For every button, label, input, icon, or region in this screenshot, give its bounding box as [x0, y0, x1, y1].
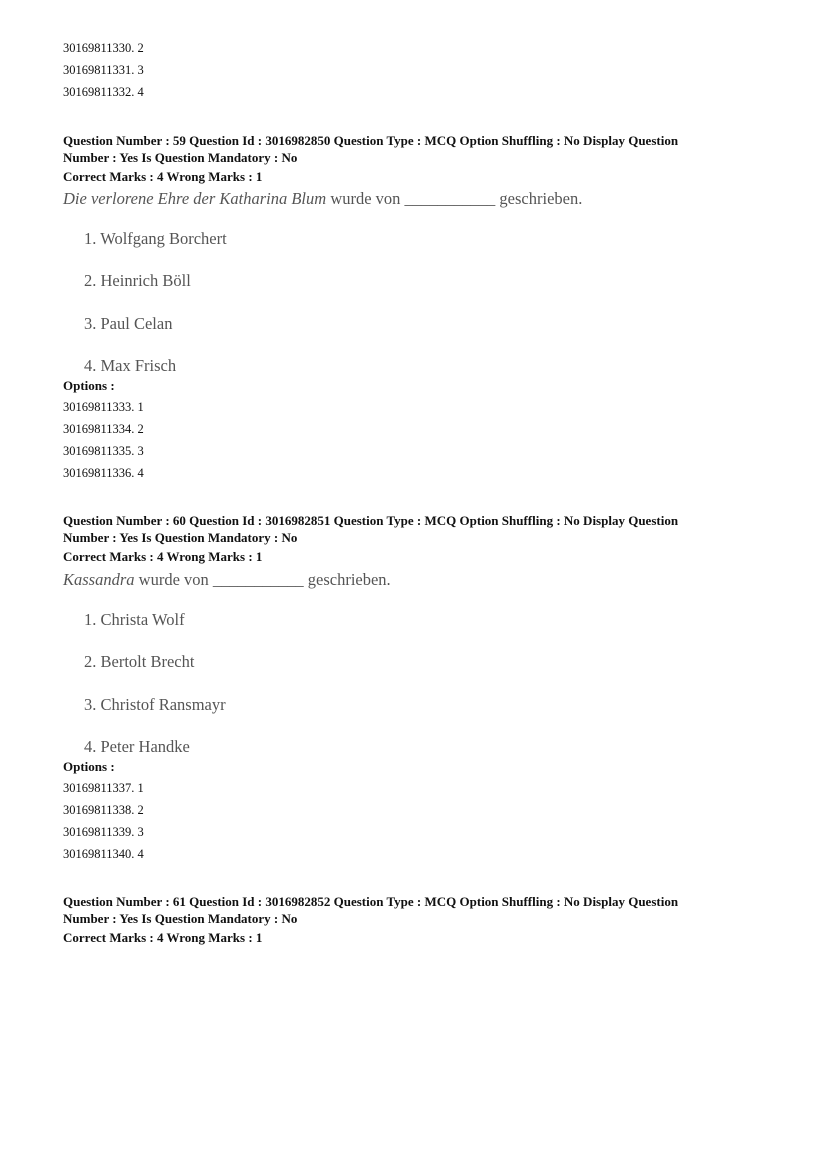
question-header-line: Question Number : 60 Question Id : 3016982851 Question Type : MCQ Option Shuffling : No Display Question	[63, 513, 679, 528]
option-value: 3	[137, 444, 144, 458]
option-id: 30169811332	[63, 85, 132, 99]
option-value: 4	[137, 85, 144, 99]
option-row: 30169811340. 4	[63, 847, 144, 861]
option-value: 2	[137, 422, 144, 436]
question-59-text	[63, 189, 582, 209]
option-id: 30169811331	[63, 63, 132, 77]
choice: 3. Christof Ransmayr	[84, 695, 226, 714]
question-header-line: Question Number : 61 Question Id : 3016982852 Question Type : MCQ Option Shuffling : No Display Question	[63, 894, 679, 909]
question-header-line: Question Number : 59 Question Id : 3016982850 Question Type : MCQ Option Shuffling : No Display Question	[63, 133, 679, 148]
choice: 1. Christa Wolf	[84, 610, 185, 629]
option-id: 30169811336	[63, 466, 132, 480]
option-id: 30169811337	[63, 781, 132, 795]
choice: 1. Wolfgang Borchert	[84, 229, 227, 248]
question-60-text	[63, 570, 391, 590]
choice: 4. Peter Handke	[84, 737, 190, 756]
choice: 2. Heinrich Böll	[84, 271, 191, 290]
option-row: 30169811337. 1	[63, 781, 144, 795]
option-id: 30169811335	[63, 444, 132, 458]
prev-option-2: 30169811331. 3	[63, 63, 144, 77]
question-text-italic: Kassandra	[63, 570, 135, 589]
option-id: 30169811338	[63, 803, 132, 817]
choice: 3. Paul Celan	[84, 314, 173, 333]
option-row: 30169811334. 2	[63, 422, 144, 436]
choice: 4. Max Frisch	[84, 356, 177, 375]
option-row: 30169811333. 1	[63, 400, 144, 414]
question-marks: Correct Marks : 4 Wrong Marks : 1	[63, 549, 263, 564]
question-text-italic: Die verlorene Ehre der Katharina Blum	[63, 189, 327, 208]
option-id: 30169811330	[63, 41, 132, 55]
option-value: 1	[137, 400, 144, 414]
option-id: 30169811339	[63, 825, 132, 839]
option-row: 30169811338. 2	[63, 803, 144, 817]
question-61-header	[63, 894, 763, 947]
question-59-header	[63, 133, 763, 186]
question-header-line: Number : Yes Is Question Mandatory : No	[63, 529, 298, 545]
options-label: Options :	[63, 759, 115, 774]
choice: 2. Bertolt Brecht	[84, 652, 195, 671]
prev-option-1: 30169811330. 2	[63, 41, 144, 55]
option-value: 4	[137, 847, 144, 861]
question-text-rest: wurde von ___________ geschrieben.	[326, 189, 583, 208]
option-value: 2	[137, 41, 144, 55]
question-header-line: Number : Yes Is Question Mandatory : No	[63, 149, 298, 165]
option-row: 30169811336. 4	[63, 466, 144, 480]
question-marks: Correct Marks : 4 Wrong Marks : 1	[63, 169, 263, 184]
option-row: 30169811339. 3	[63, 825, 144, 839]
option-value: 3	[137, 63, 144, 77]
option-value: 2	[137, 803, 144, 817]
option-id: 30169811333	[63, 400, 132, 414]
options-label: Options :	[63, 378, 115, 393]
option-id: 30169811334	[63, 422, 132, 436]
prev-option-3: 30169811332. 4	[63, 85, 144, 99]
option-id: 30169811340	[63, 847, 132, 861]
question-text-rest: wurde von ___________ geschrieben.	[134, 570, 391, 589]
option-value: 3	[137, 825, 144, 839]
option-row: 30169811335. 3	[63, 444, 144, 458]
question-header-line: Number : Yes Is Question Mandatory : No	[63, 910, 298, 926]
option-value: 4	[137, 466, 144, 480]
question-60-header	[63, 513, 763, 566]
question-marks: Correct Marks : 4 Wrong Marks : 1	[63, 930, 263, 945]
option-value: 1	[137, 781, 144, 795]
